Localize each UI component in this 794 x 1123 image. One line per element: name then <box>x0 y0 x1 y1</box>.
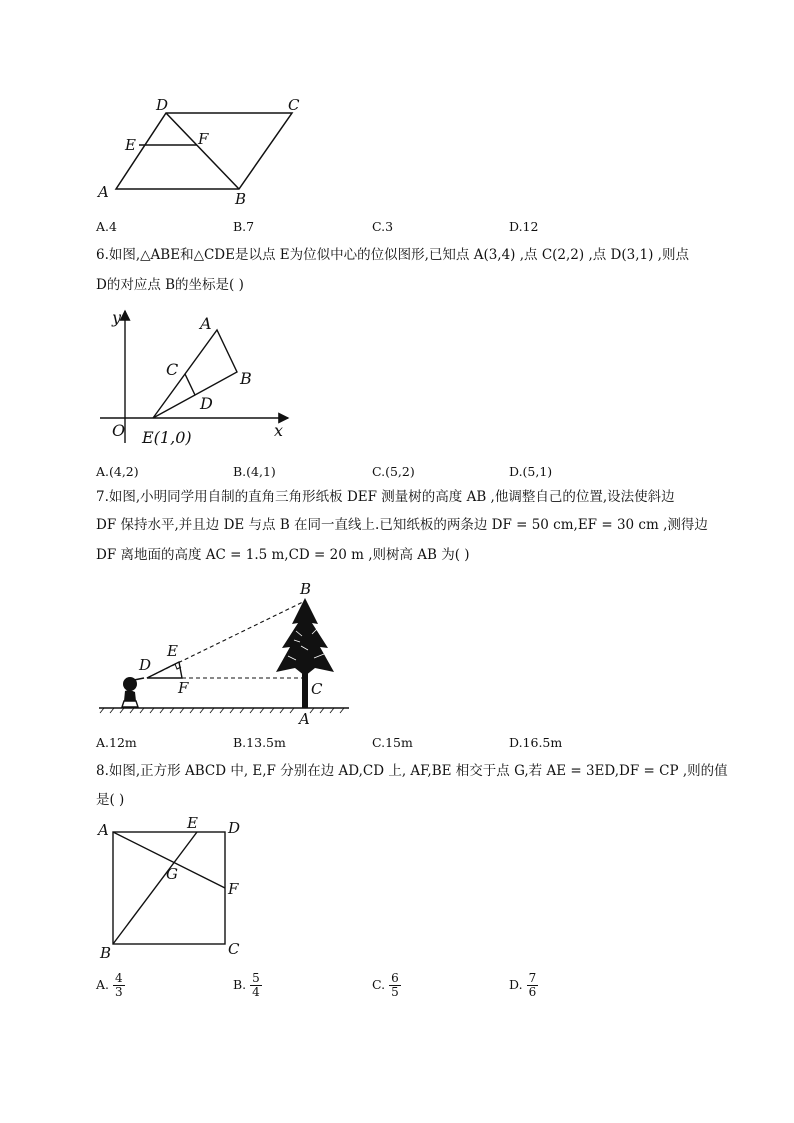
q8-option-d[interactable]: D. $\frac{7}{6}$ <box>509 971 537 999</box>
q8-stem-line1: 8.如图,正方形 ABCD 中, E,F 分别在边 AD,CD 上, AF,BE 相交于点 G,若 AE = 3ED,DF = CP ,则的值 <box>96 763 728 779</box>
fraction: $\frac{5}{4}$ <box>252 971 260 999</box>
q8-option-c[interactable]: C. $\frac{6}{5}$ <box>372 971 399 999</box>
fraction: $\frac{6}{5}$ <box>391 971 399 999</box>
q5-option-d[interactable]: D.12 <box>509 219 539 234</box>
label-d: D <box>200 394 213 413</box>
q7-option-b[interactable]: B.13.5m <box>233 735 286 750</box>
segment-db <box>166 113 239 189</box>
label-d: D <box>139 656 152 674</box>
label-c: C <box>228 940 240 958</box>
label-a: A <box>98 183 109 201</box>
segment-be <box>113 832 197 944</box>
label-e: E <box>187 814 198 832</box>
q7-options <box>96 735 596 753</box>
label-f: F <box>178 679 189 697</box>
q5-options <box>96 219 596 237</box>
q6-options <box>96 464 596 482</box>
q7-option-d[interactable]: D.16.5m <box>509 735 563 750</box>
triangle-def <box>147 662 182 678</box>
q8-options <box>96 972 596 1008</box>
q7-option-a[interactable]: A.12m <box>96 735 137 750</box>
label-o: O <box>112 421 126 440</box>
tree-canopy <box>276 598 334 676</box>
q8-option-b[interactable]: B. $\frac{5}{4}$ <box>233 971 260 999</box>
q6-stem-line2: D的对应点 B的坐标是( ) <box>96 277 244 293</box>
label-b: B <box>235 190 247 208</box>
q7-tree-figure <box>96 576 356 726</box>
label-e: E <box>125 136 136 154</box>
q5-option-c[interactable]: C.3 <box>372 219 394 234</box>
q6-coordinate-figure <box>98 305 308 450</box>
label-d: D <box>228 819 241 837</box>
q7-stem-line3: DF 离地面的高度 AC = 1.5 m,CD = 20 m ,则树高 AB 为( ) <box>96 547 470 563</box>
q6-option-d[interactable]: D.(5,1) <box>509 464 553 479</box>
q7-stem-line2: DF 保持水平,并且边 DE 与点 B 在同一直线上.已知纸板的两条边 DF = 50 cm,EF = 30 cm ,测得边 <box>96 517 708 533</box>
fraction: $\frac{4}{3}$ <box>115 971 123 999</box>
label-a: A <box>299 710 310 728</box>
label-b: B <box>240 369 252 388</box>
q6-option-b[interactable]: B.(4,1) <box>233 464 276 479</box>
segment-cd <box>185 374 195 395</box>
q5-parallelogram-figure <box>92 92 322 212</box>
label-x: x <box>274 421 284 440</box>
observer-person-icon <box>122 677 144 707</box>
q6-stem-line1: 6.如图,△ABE和△CDE是以点 E为位似中心的位似图形,已知点 A(3,4) ,点 C(2,2) ,点 D(3,1) ,则点 <box>96 247 689 263</box>
label-a: A <box>98 821 109 839</box>
label-c: C <box>288 96 300 114</box>
q6-option-a[interactable]: A.(4,2) <box>96 464 139 479</box>
label-e: E(1,0) <box>142 428 192 447</box>
label-y: y <box>112 308 122 327</box>
q6-option-c[interactable]: C.(5,2) <box>372 464 415 479</box>
label-e: E <box>167 642 178 660</box>
label-b: B <box>100 944 112 962</box>
q7-stem-line1: 7.如图,小明同学用自制的直角三角形纸板 DEF 测量树的高度 AB ,他调整自己的位置,设法使斜边 <box>96 489 675 505</box>
label-f: F <box>228 880 239 898</box>
label-c: C <box>311 680 323 698</box>
parallelogram-abcd <box>116 113 292 189</box>
label-f: F <box>198 130 209 148</box>
fraction: $\frac{7}{6}$ <box>528 971 537 999</box>
q7-option-c[interactable]: C.15m <box>372 735 413 750</box>
q8-stem-line2: 是( ) <box>96 792 125 808</box>
label-c: C <box>166 360 179 379</box>
q5-option-a[interactable]: A.4 <box>96 219 117 234</box>
label-d: D <box>156 96 169 114</box>
square-abcd <box>113 832 225 944</box>
label-g: G <box>166 865 178 883</box>
q8-option-a[interactable]: A. $\frac{4}{3}$ <box>96 971 123 999</box>
label-b: B <box>300 580 312 598</box>
q5-option-b[interactable]: B.7 <box>233 219 255 234</box>
q8-square-figure <box>94 812 264 962</box>
label-a: A <box>200 314 212 333</box>
